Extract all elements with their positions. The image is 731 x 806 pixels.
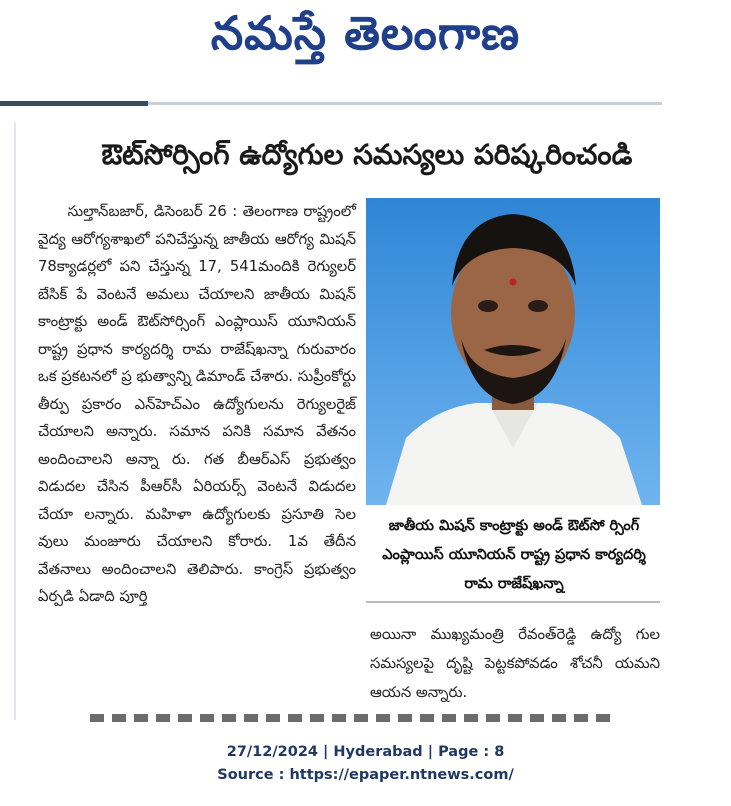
footer-date-edition: 27/12/2024 | Hyderabad | Page : 8 — [226, 744, 505, 760]
article-continuation: అయినా ముఖ్యమంత్రి రేవంత్‌రెడ్డి ఉద్యో గుల సమస్యలపై దృష్టి పెట్టకపోవడం శోచనీ యమని ఆయన అన్నారు. — [370, 626, 660, 701]
article-body-paragraph: సుల్తాన్‌బజార్, డిసెంబర్ 26 : తెలంగాణ రాష్ట్రంలో వైద్య ఆరోగ్యశాఖలో పనిచేస్తున్న జాతీయ ఆరోగ్య మిషన్ 78క్యాడర్లలో పని చేస్తున్న 17, 541మందికి రెగ్యులర్ బేసిక్ పే వెంటనే అమలు చేయాలని జాతీయ మిషన్ కాంట్రాక్టు అండ్ ఔట్‌సోర్సింగ్ ఎంప్లాయిస్ యూనియన్ రాష్ట్ర ప్రధాన కార్యదర్శి రామ రాజేష్‌ఖన్నా గురువారం ఒక ప్రకటనలో ప్ర భుత్వాన్ని డిమాండ్ చేశారు. సుప్రీంకోర్టు తీర్పు ప్రకారం ఎన్‌హెచ్‌ఎం ఉద్యోగులను రెగ్యులరైజ్ చేయాలని అన్నారు. సమాన పనికి సమాన వేతనం అందించాలని అన్నా రు. గత బీఆర్‌ఎస్ ప్రభుత్వం విడుదల చేసిన పీఆర్‌సీ ఏరియర్స్ వెంటనే విడుదల చేయా లన్నారు. మహిళా ఉద్యోగులకు ప్రసూతి సెల వులు మంజూరు చేయాలని కోరారు. 1వ తేదీన వేతనాలు అందించాలని తెలిపారు. కాంగ్రెస్ ప్రభుత్వం ఏర్పడి ఏడాది పూర్తి — [38, 203, 356, 605]
portrait-photo — [366, 198, 660, 505]
article-body — [38, 198, 356, 611]
masthead-rule-dark — [0, 101, 148, 106]
footer-source: Source : https://epaper.ntnews.com/ — [217, 767, 514, 783]
photo-caption: జాతీయ మిషన్ కాంట్రాక్టు అండ్ ఔట్‌సో ర్సింగ్ ఎంప్లాయిస్ యూనియన్ రాష్ట్ర ప్రధాన కార్యదర్శి రామ రాజేష్‌ఖన్నా — [382, 518, 646, 592]
newspaper-logo: నమస్తే తెలంగాణ — [210, 6, 521, 60]
masthead — [0, 0, 731, 100]
caption-divider — [366, 601, 660, 603]
portrait-illustration — [366, 198, 660, 505]
article-headline: ఔట్‌సోర్సింగ్ ఉద్యోగుల సమస్యలు పరిష్కరించండి — [101, 138, 633, 171]
column-border — [14, 122, 16, 720]
masthead-rule-light — [148, 102, 662, 105]
next-article-cut-off — [90, 714, 610, 722]
